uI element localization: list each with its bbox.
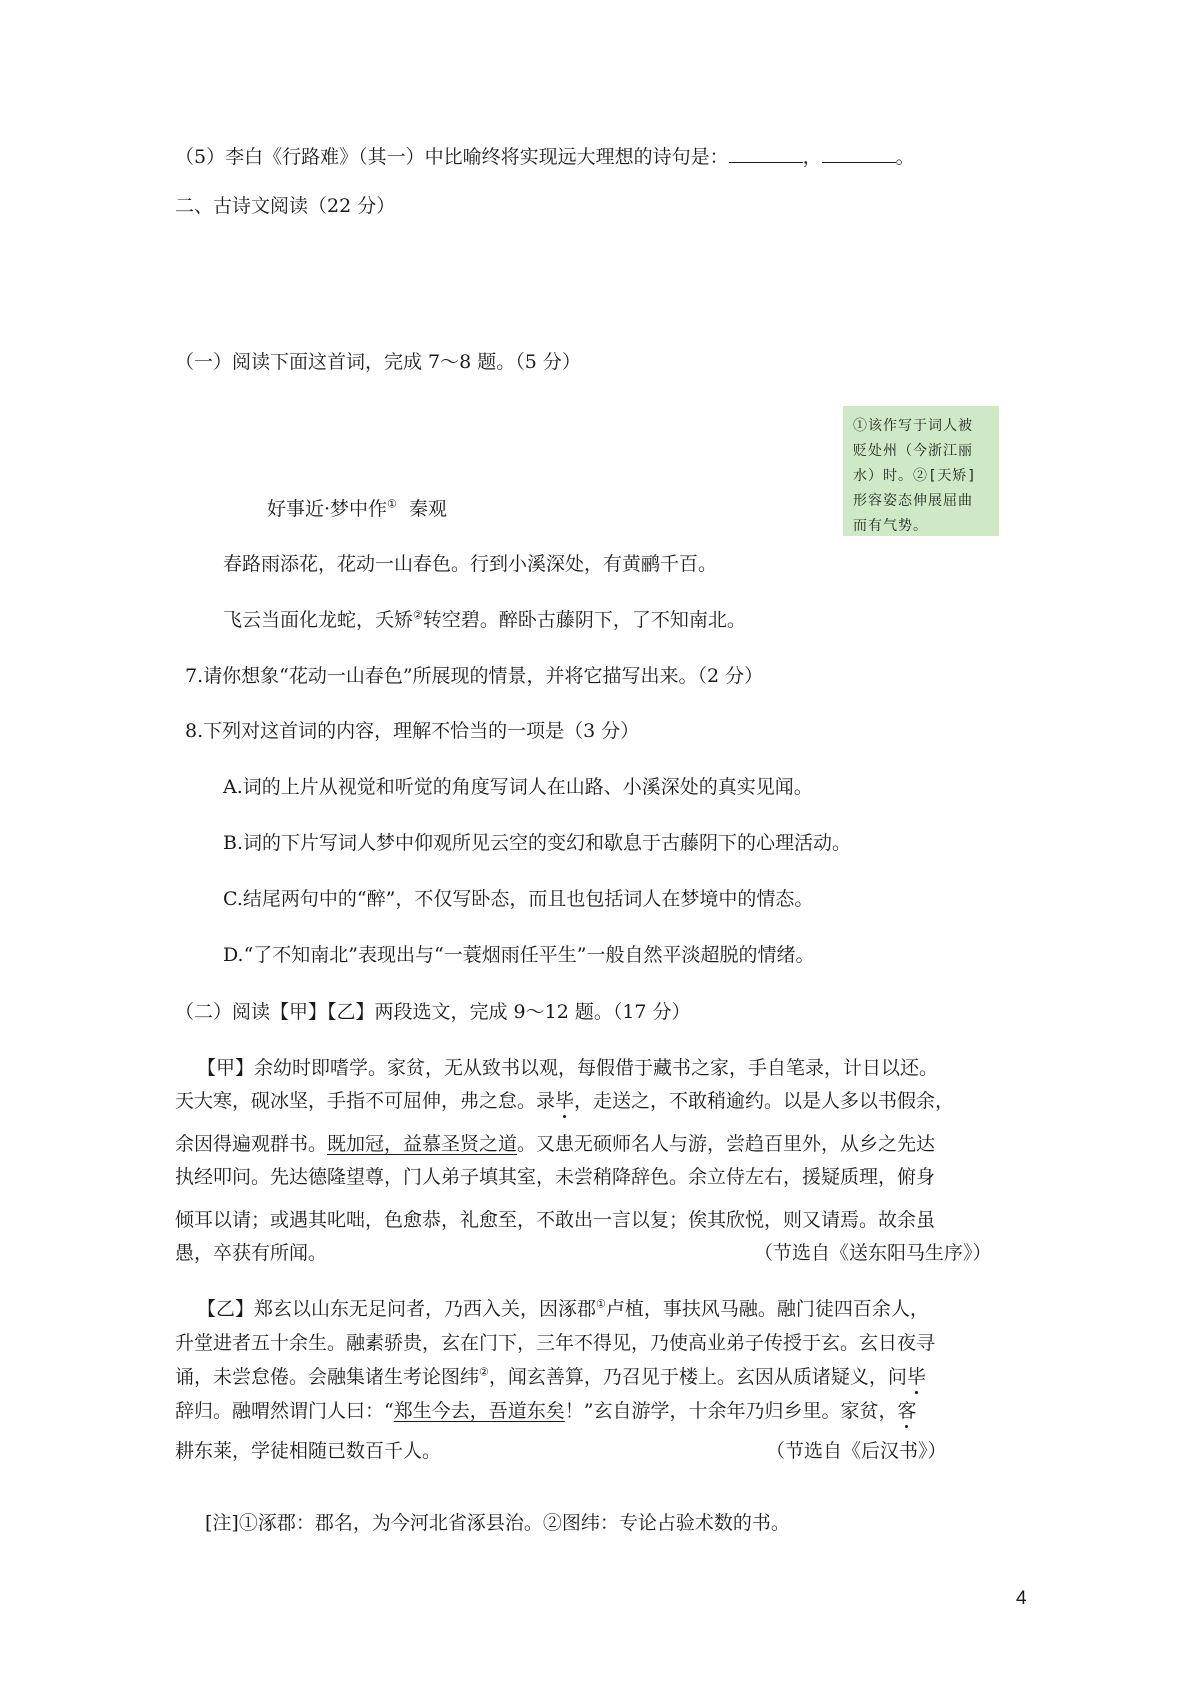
note-line: 形容姿态伸展屈曲 [853,493,973,509]
underlined-sentence: 既加冠，益慕圣贤之道 [327,1133,518,1155]
option-d: D.“了不知南北”表现出与“一蓑烟雨任平生”一般自然平淡超脱的情绪。 [223,944,815,966]
section-2-heading: 二、古诗文阅读（22 分） [175,195,396,217]
poem-line-1: 春路雨添花，花动一山春色。行到小溪深处，有黄鹂千百。 [223,553,718,575]
yi-line-5: 耕东莱，学徒相随已数百千人。 [175,1440,442,1462]
answer-blank-1[interactable] [729,144,803,163]
underlined-sentence: 郑生今去，吾道东矣 [393,1400,565,1422]
jia-line-1: 【甲】余幼时即嗜学。家贫，无从致书以观，每假借于藏书之家，手自笔录，计日以还。 [197,1057,939,1079]
jia-line-3: 余因得遍观群书。既加冠，益慕圣贤之道。又患无硕师名人与游，尝趋百里外，从乡之先达 [175,1133,936,1155]
footnote: [注]①涿郡：郡名，为今河北省涿县治。②图纬：专论占验术数的书。 [205,1512,790,1534]
note-line: 而有气势。 [853,518,928,534]
answer-blank-2[interactable] [822,144,896,163]
option-b: B.词的下片写词人梦中仰观所见云空的变幻和歇息于古藤阴下的心理活动。 [223,832,852,854]
part-2-title: （二）阅读【甲】【乙】两段选文，完成 9～12 题。（17 分） [175,1001,691,1023]
jia-line-2: 天大寒，砚冰坚，手指不可屈伸，弗之怠。录毕，走送之，不敢稍逾约。以是人多以书假余， [175,1090,955,1112]
question-7: 7.请你想象“花动一山春色”所展现的情景，并将它描写出来。（2 分） [185,665,764,687]
poem-author: 秦观 [409,498,448,520]
yi-line-4: 辞归。融喟然谓门人曰：“郑生今去，吾道东矣！”玄自游学，十余年乃归乡里。家贫，客 [175,1400,917,1422]
page-number: 4 [1016,1588,1027,1609]
jia-source: （节选自《送东阳马生序》） [754,1242,992,1264]
poem-title: 好事近·梦中作① 秦观 [267,497,448,520]
yi-source: （节选自《后汉书》） [766,1440,947,1462]
option-c: C.结尾两句中的“醉”，不仅写卧态，而且也包括词人在梦境中的情态。 [223,888,814,910]
yi-line-1: 【乙】郑玄以山东无足问者，乃西入关，因涿郡①卢植，事扶风马融。融门徒四百余人， [197,1297,929,1320]
jia-line-5: 倾耳以请；或遇其叱咄，色愈恭，礼愈至，不敢出一言以复；俟其欣悦，则又请焉。故余虽 [175,1209,936,1231]
option-a: A.词的上片从视觉和听觉的角度写词人在山路、小溪深处的真实见闻。 [223,776,813,798]
dotted-char: 毕 [555,1090,575,1112]
question-5: （5）李白《行路难》（其一）中比喻终将实现远大理想的诗句是： ， 。 [175,146,915,168]
yi-line-2: 升堂进者五十余生。融素骄贵，玄在门下，三年不得见，乃使高业弟子传授于玄。玄日夜寻 [175,1332,936,1354]
note-line: 贬处州（今浙江丽 [853,443,973,459]
jia-line-6: 愚，卒获有所闻。 [175,1242,328,1264]
poem-line-2: 飞云当面化龙蛇，夭矫②转空碧。醉卧古藤阴下，了不知南北。 [223,608,746,631]
dotted-char: 毕 [906,1366,926,1388]
question-8-stem: 8.下列对这首词的内容，理解不恰当的一项是（3 分） [185,720,640,742]
dotted-char: 客 [897,1400,917,1422]
note-line: ①该作写于词人被 [853,418,973,434]
yi-line-3: 诵，未尝怠倦。会融集诸生考论图纬②，闻玄善算，乃召见于楼上。玄因从质诸疑义，问毕 [175,1365,926,1388]
note-line: 水）时。②[天矫] [853,468,977,484]
jia-line-4: 执经叩问。先达德隆望尊，门人弟子填其室，未尝稍降辞色。余立侍左右，援疑质理，俯身 [175,1166,936,1188]
poem-note-box [843,406,999,536]
part-1-title: （一）阅读下面这首词，完成 7～8 题。（5 分） [175,351,581,373]
